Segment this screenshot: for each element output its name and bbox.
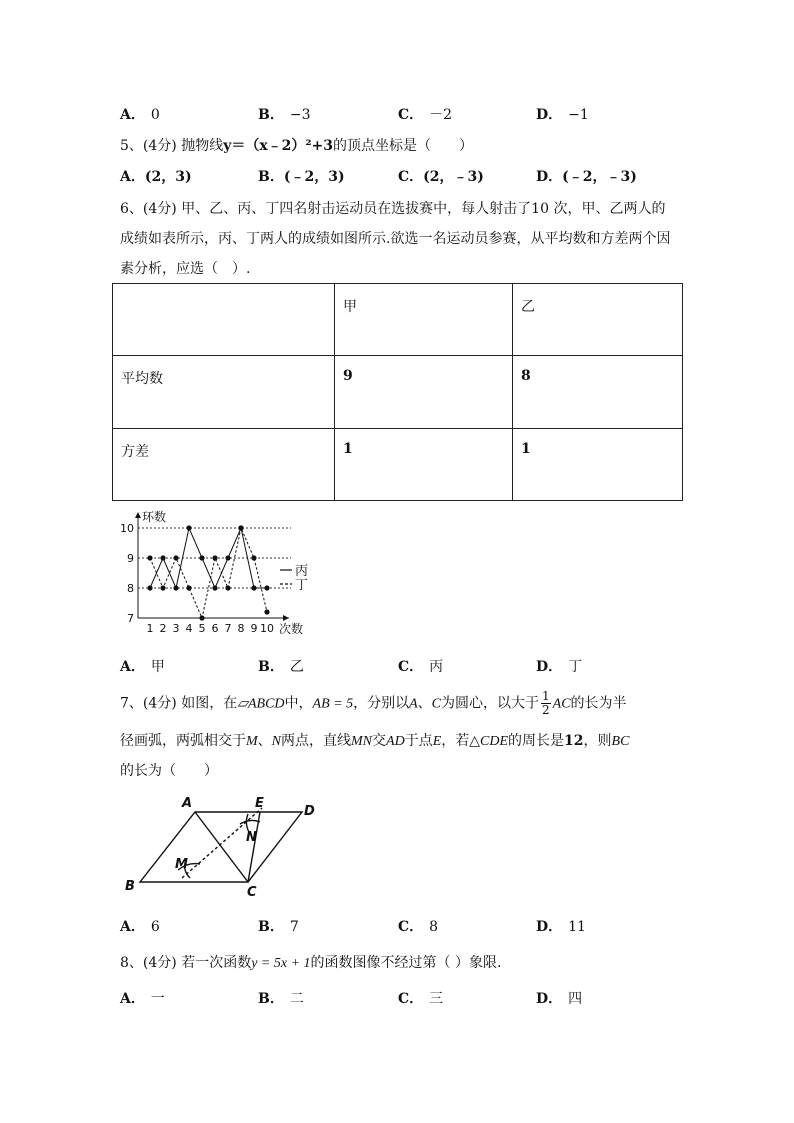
x-tick-label: 10 bbox=[260, 622, 274, 635]
data-point bbox=[225, 585, 230, 590]
q5-option-b[interactable]: B．(﹣2，3) bbox=[258, 169, 345, 185]
data-point bbox=[199, 615, 204, 620]
q6-score-chart bbox=[112, 506, 322, 638]
data-point bbox=[186, 585, 191, 590]
data-point bbox=[173, 585, 178, 590]
x-tick-label: 9 bbox=[250, 622, 258, 635]
x-tick-label: 5 bbox=[198, 622, 206, 635]
table-cell: 1 bbox=[513, 428, 683, 500]
label-n: N bbox=[246, 830, 257, 845]
q4-option-d[interactable]: D． −1 bbox=[536, 107, 589, 123]
label-m: M bbox=[175, 857, 188, 872]
q7-parallelogram-figure bbox=[120, 792, 330, 902]
y-axis-label: 环数 bbox=[142, 510, 167, 524]
table-cell: 9 bbox=[335, 356, 513, 428]
x-tick-label: 3 bbox=[172, 622, 180, 635]
data-point bbox=[147, 555, 152, 560]
q4-option-a[interactable]: A． 0 bbox=[120, 107, 160, 123]
q6-option-d[interactable]: D． 丁 bbox=[536, 659, 583, 675]
q7-stem-line1: 7、(4分) 如图，在▱ABCD中，AB = 5，分别以A、C为圆心，以大于 $\frac{1}{2}$ AC的长为半 bbox=[120, 689, 627, 717]
x-tick-label: 2 bbox=[159, 622, 167, 635]
table-row bbox=[113, 356, 683, 428]
q5-option-c[interactable]: C．(2，﹣3) bbox=[398, 169, 484, 185]
table-header-cell: 乙 bbox=[513, 284, 683, 356]
q5-option-d[interactable]: D．(﹣2，﹣3) bbox=[536, 169, 637, 185]
data-point bbox=[160, 585, 165, 590]
q6-stem-line3: 素分析，应选（ ）. bbox=[120, 261, 251, 277]
arc-n bbox=[240, 820, 260, 824]
data-point bbox=[251, 585, 256, 590]
q5-option-a[interactable]: A．(2，3) bbox=[120, 169, 192, 185]
data-point bbox=[238, 525, 243, 530]
q5-stem: 5、(4分) 抛物线y＝（x﹣2）²+3的顶点坐标是（ ） bbox=[120, 138, 474, 154]
table-row bbox=[113, 428, 683, 500]
q7-stem-line2: 径画弧，两弧相交于M、N两点，直线MN交AD于点E，若△CDE的周长是12，则BC bbox=[120, 733, 630, 749]
label-d: D bbox=[304, 804, 315, 819]
data-point bbox=[264, 585, 269, 590]
table-header-row bbox=[113, 284, 683, 356]
q7-option-c[interactable]: C． 8 bbox=[398, 919, 439, 935]
q6-score-table bbox=[112, 283, 683, 501]
legend-label: 丁 bbox=[295, 578, 309, 593]
data-point bbox=[199, 555, 204, 560]
data-point bbox=[212, 555, 217, 560]
data-point bbox=[160, 555, 165, 560]
x-tick-label: 8 bbox=[237, 622, 245, 635]
q6-option-c[interactable]: C． 丙 bbox=[398, 659, 444, 675]
x-axis-arrow bbox=[283, 615, 289, 621]
q8-option-a[interactable]: A． 一 bbox=[120, 991, 165, 1007]
table-cell: 8 bbox=[513, 356, 683, 428]
y-tick-label: 8 bbox=[127, 582, 134, 595]
x-tick-label: 7 bbox=[224, 622, 232, 635]
q6-stem-line2: 成绩如表所示，丙、丁两人的成绩如图所示.欲选一名运动员参赛，从平均数和方差两个因 bbox=[120, 231, 671, 247]
q7-option-b[interactable]: B． 7 bbox=[258, 919, 299, 935]
q6-stem-line1: 6、(4分) 甲、乙、丙、丁四名射击运动员在选拔赛中，每人射击了10 次，甲、乙两人的 bbox=[120, 201, 666, 217]
data-point bbox=[264, 609, 269, 614]
label-c: C bbox=[247, 885, 257, 900]
label-a: A bbox=[182, 796, 193, 811]
table-cell: 方差 bbox=[113, 428, 335, 500]
q8-option-b[interactable]: B． 二 bbox=[258, 991, 304, 1007]
data-point bbox=[147, 585, 152, 590]
q7-option-d[interactable]: D． 11 bbox=[536, 919, 586, 935]
y-axis-arrow bbox=[135, 512, 141, 518]
label-e: E bbox=[255, 796, 264, 811]
table-header-cell bbox=[113, 284, 335, 356]
segment-ac bbox=[195, 812, 248, 882]
data-point bbox=[225, 555, 230, 560]
x-tick-label: 1 bbox=[146, 622, 154, 635]
q7-stem-line3: 的长为（ ） bbox=[120, 763, 218, 779]
data-point bbox=[173, 555, 178, 560]
x-tick-label: 4 bbox=[185, 622, 193, 635]
q8-option-c[interactable]: C． 三 bbox=[398, 991, 444, 1007]
label-b: B bbox=[125, 879, 135, 894]
q6-option-b[interactable]: B． 乙 bbox=[258, 659, 304, 675]
table-header-cell: 甲 bbox=[335, 284, 513, 356]
q8-option-d[interactable]: D． 四 bbox=[536, 991, 583, 1007]
data-point bbox=[186, 525, 191, 530]
fraction-one-half: $\frac{1}{2}$ bbox=[542, 689, 550, 717]
q8-stem: 8、(4分) 若一次函数y = 5x + 1的函数图像不经过第（ ）象限. bbox=[120, 955, 502, 971]
y-tick-label: 9 bbox=[127, 552, 134, 565]
x-tick-label: 6 bbox=[211, 622, 219, 635]
y-tick-label: 10 bbox=[120, 522, 134, 535]
data-point bbox=[212, 585, 217, 590]
table-cell: 平均数 bbox=[113, 356, 335, 428]
y-tick-label: 7 bbox=[127, 612, 134, 625]
x-axis-label: 次数 bbox=[279, 622, 304, 636]
q7-option-a[interactable]: A． 6 bbox=[120, 919, 160, 935]
table-cell: 1 bbox=[335, 428, 513, 500]
q4-option-b[interactable]: B． −3 bbox=[258, 107, 311, 123]
data-point bbox=[251, 555, 256, 560]
segment-ce bbox=[248, 812, 260, 882]
q6-option-a[interactable]: A． 甲 bbox=[120, 659, 165, 675]
legend-label: 丙 bbox=[295, 564, 309, 579]
q4-option-c[interactable]: C． －2 bbox=[398, 107, 453, 123]
